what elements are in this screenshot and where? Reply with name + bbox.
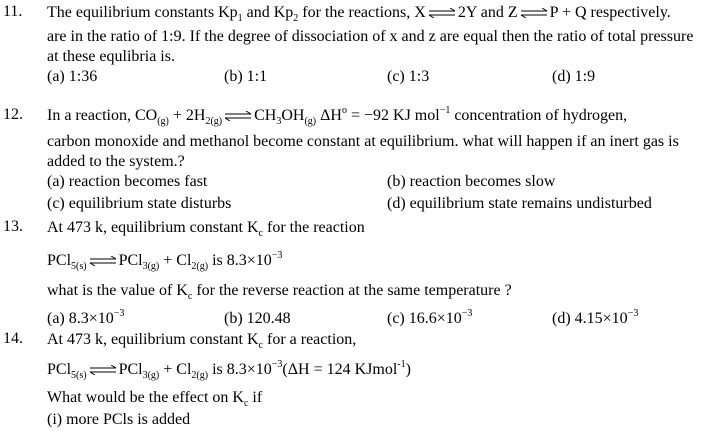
text: 2Y and Z xyxy=(457,4,518,21)
subscript: 3(g) xyxy=(142,370,160,381)
text: + 2H xyxy=(168,107,206,124)
text: CH xyxy=(254,107,277,124)
equilibrium-arrow-icon xyxy=(427,8,457,18)
subscript: 2(g) xyxy=(191,370,209,381)
text: = −92 KJ mol xyxy=(346,107,440,124)
subscript: 5(s) xyxy=(71,261,87,272)
subscript: c xyxy=(258,228,263,239)
question-text-line xyxy=(47,330,356,350)
question-text-line: (i) more PCls is added xyxy=(47,411,191,428)
question-text-line xyxy=(47,281,512,301)
subscript: 2(g) xyxy=(191,261,209,272)
text: (c) 16.6×10 xyxy=(387,310,462,327)
subscript: (g) xyxy=(157,116,169,127)
reaction-equation xyxy=(47,360,411,380)
subscript: 3(g) xyxy=(142,261,160,272)
superscript: −3 xyxy=(271,359,283,370)
superscript: o xyxy=(341,105,347,116)
superscript: −3 xyxy=(271,250,283,261)
option-b[interactable]: (b) reaction becomes slow xyxy=(387,173,556,190)
text: for the reaction xyxy=(262,219,365,236)
text: PCl xyxy=(47,252,72,269)
text: ) xyxy=(405,361,411,378)
text: The equilibrium constants Kp xyxy=(47,4,238,21)
text: is 8.3×10 xyxy=(208,252,272,269)
subscript: 2(g) xyxy=(205,116,223,127)
subscript: c xyxy=(187,291,193,302)
equilibrium-arrow-icon xyxy=(88,256,118,266)
text: In a reaction, CO xyxy=(47,107,158,124)
question-text-line xyxy=(47,388,262,408)
text: OH xyxy=(281,107,305,124)
question-number: 13. xyxy=(3,218,23,235)
option-c[interactable]: (c) equilibrium state disturbs xyxy=(47,195,232,212)
text: + Cl xyxy=(159,361,192,378)
subscript: 3 xyxy=(276,116,282,127)
text: (ΔH = 124 KJmol xyxy=(282,361,398,378)
text: concentration of hydrogen, xyxy=(450,107,628,124)
option-a[interactable]: (a) reaction becomes fast xyxy=(47,173,208,190)
question-text-line xyxy=(47,106,627,126)
text: PCl xyxy=(118,252,143,269)
option-d[interactable]: (d) 1:9 xyxy=(552,68,596,85)
superscript: −3 xyxy=(113,308,125,319)
subscript: c xyxy=(258,340,263,351)
subscript: c xyxy=(243,398,249,409)
question-text-line xyxy=(47,3,671,23)
option-c[interactable] xyxy=(387,309,472,329)
text: What would be the effect on K xyxy=(47,389,244,406)
superscript: −3 xyxy=(461,308,473,319)
question-number: 11. xyxy=(3,3,23,20)
text: PCl xyxy=(47,361,72,378)
equilibrium-arrow-icon xyxy=(88,365,118,375)
question-text-line: added to the system.? xyxy=(47,153,185,170)
text: for the reactions, X xyxy=(298,4,426,21)
subscript: (g) xyxy=(304,116,317,127)
equilibrium-arrow-icon xyxy=(223,111,253,121)
option-a[interactable]: (a) 1:36 xyxy=(47,68,98,85)
option-b[interactable]: (b) 120.48 xyxy=(224,310,291,327)
equilibrium-arrow-icon xyxy=(519,8,549,18)
option-b[interactable]: (b) 1:1 xyxy=(224,68,268,85)
question-text-line xyxy=(47,218,365,238)
question-number: 12. xyxy=(3,106,23,123)
text: what is the value of K xyxy=(47,282,188,299)
reaction-equation xyxy=(47,251,282,271)
text: ΔH xyxy=(316,107,342,124)
text: At 473 k, equilibrium constant K xyxy=(47,219,259,236)
text: + Cl xyxy=(159,252,192,269)
superscript: −1 xyxy=(439,105,451,116)
subscript: 5(s) xyxy=(71,370,87,381)
text: PCl xyxy=(118,361,143,378)
option-d[interactable]: (d) equilibrium state remains undisturbed xyxy=(387,195,652,212)
subscript: 1 xyxy=(237,13,243,24)
option-d[interactable] xyxy=(552,309,638,329)
text: for the reverse reaction at the same temperature ? xyxy=(192,282,512,299)
text: if xyxy=(248,389,263,406)
text: (d) 4.15×10 xyxy=(552,310,628,327)
option-a[interactable] xyxy=(47,309,124,329)
text: P + Q respectively. xyxy=(549,4,671,21)
superscript: -1 xyxy=(397,359,406,370)
text: is 8.3×10 xyxy=(208,361,272,378)
question-text-line: carbon monoxide and methanol become constant at equilibrium. what will happen if an inert gas is xyxy=(47,133,679,150)
superscript: −3 xyxy=(627,308,639,319)
option-c[interactable]: (c) 1:3 xyxy=(387,68,430,85)
text: At 473 k, equilibrium constant K xyxy=(47,331,259,348)
question-text-line: at these equlibria is. xyxy=(47,48,175,65)
subscript: 2 xyxy=(293,13,299,24)
text: (a) 8.3×10 xyxy=(47,310,114,327)
question-text-line: are in the ratio of 1:9. If the degree of dissociation of x and z are equal then the ratio of total pressure xyxy=(47,28,694,45)
text: for a reaction, xyxy=(262,331,357,348)
text: and Kp xyxy=(242,4,294,21)
question-number: 14. xyxy=(3,330,23,347)
